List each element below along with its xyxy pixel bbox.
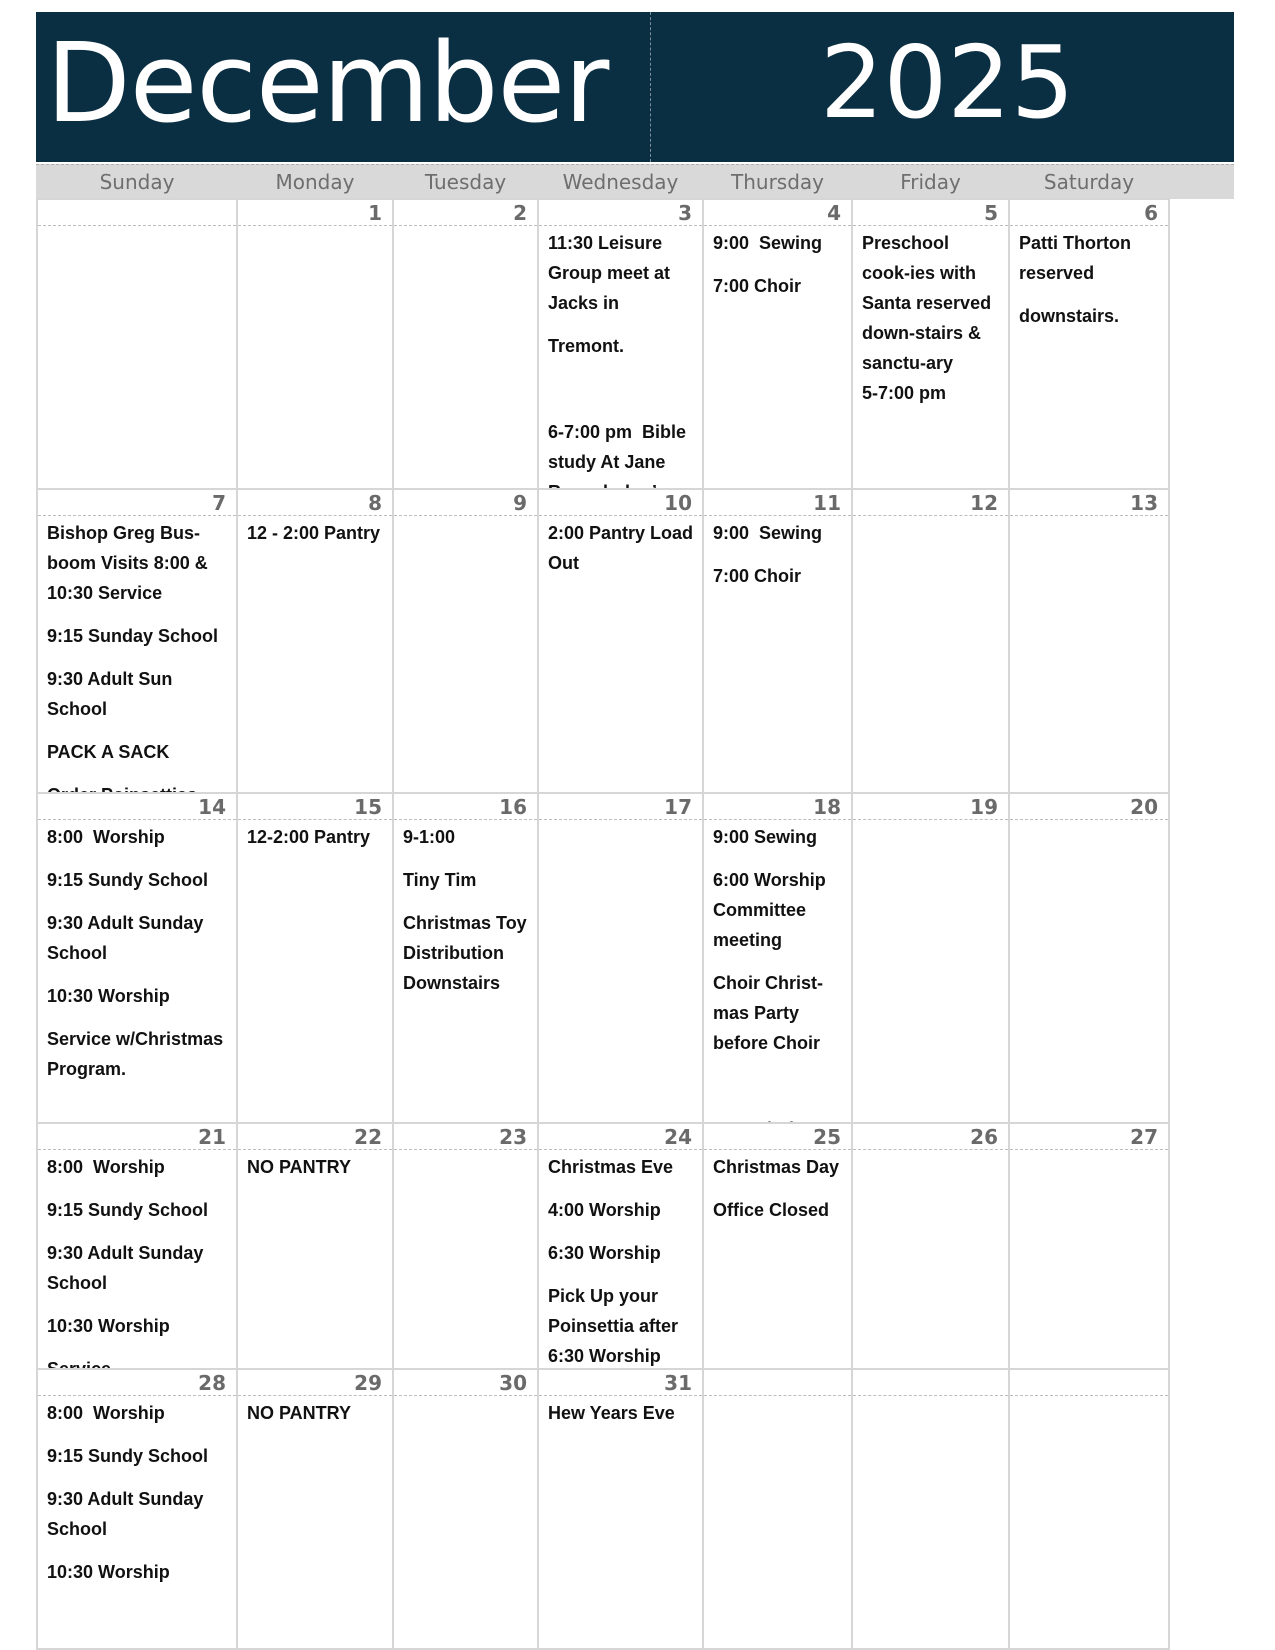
day-cell-9 bbox=[392, 488, 539, 794]
event-item: NO PANTRY bbox=[247, 1403, 352, 1423]
day-cell-3 bbox=[537, 198, 704, 490]
day-number: 30 bbox=[394, 1370, 537, 1396]
event-item: Tremont. bbox=[548, 336, 625, 356]
weekday-friday: Friday bbox=[900, 170, 961, 194]
event-item: Pick Up your Poinsettia after 6:30 Worship bbox=[548, 1286, 684, 1366]
weekday-header-row bbox=[36, 164, 1234, 199]
event-item: 8:00 Worship bbox=[47, 1157, 165, 1177]
day-number: 29 bbox=[238, 1370, 392, 1396]
day-cell-28 bbox=[36, 1368, 238, 1650]
year-title: 2025 bbox=[820, 24, 1075, 141]
event-item: 6:00 Worship Committee meeting bbox=[713, 870, 831, 950]
day-cell-2 bbox=[392, 198, 539, 490]
day-cell-30 bbox=[392, 1368, 539, 1650]
day-number: 22 bbox=[238, 1124, 392, 1150]
event-item: 10:30 Worship bbox=[47, 1316, 170, 1336]
event-item: Christmas Eve bbox=[548, 1157, 674, 1177]
event-item: 9:30 Adult Sunday School bbox=[47, 1489, 209, 1539]
day-cell-13 bbox=[1008, 488, 1170, 794]
event-item: 9:30 Adult Sun School bbox=[47, 669, 178, 719]
event-list bbox=[713, 228, 845, 314]
day-cell-24 bbox=[537, 1122, 704, 1370]
day-number bbox=[853, 1370, 1008, 1396]
day-number bbox=[38, 200, 236, 226]
event-list bbox=[247, 822, 386, 865]
day-cell-31 bbox=[537, 1368, 704, 1650]
day-cell-8 bbox=[236, 488, 394, 794]
day-number: 27 bbox=[1010, 1124, 1168, 1150]
day-number: 24 bbox=[539, 1124, 702, 1150]
event-item: 9-1:00 bbox=[403, 827, 456, 847]
event-item: 9:00 Sewing bbox=[713, 827, 818, 847]
day-cell-11 bbox=[702, 488, 853, 794]
day-number bbox=[704, 1370, 851, 1396]
event-item: Patti Thorton reserved bbox=[1019, 233, 1136, 283]
event-item: Choir Christ-mas Party before Choir bbox=[713, 973, 823, 1053]
day-cell-19 bbox=[851, 792, 1010, 1124]
event-list bbox=[47, 822, 230, 1097]
calendar-grid bbox=[36, 198, 1234, 1650]
day-cell-12 bbox=[851, 488, 1010, 794]
day-cell-6 bbox=[1008, 198, 1170, 490]
day-number: 12 bbox=[853, 490, 1008, 516]
event-list bbox=[47, 1152, 230, 1397]
event-item: 6-7:00 pm Bible study At Jane bbox=[548, 422, 687, 472]
event-item: 9:00 Sewing bbox=[713, 523, 823, 543]
event-item bbox=[713, 1071, 845, 1101]
day-number: 26 bbox=[853, 1124, 1008, 1150]
event-item: 9:30 Adult Sunday School bbox=[47, 1243, 209, 1293]
empty-day-cell bbox=[36, 198, 238, 490]
event-list bbox=[548, 228, 696, 520]
weekday-sunday: Sunday bbox=[99, 170, 175, 194]
day-number: 2 bbox=[394, 200, 537, 226]
event-list bbox=[247, 1398, 386, 1441]
event-item: 8:00 Worship bbox=[47, 827, 165, 847]
day-number bbox=[1010, 1370, 1168, 1396]
month-title: December bbox=[46, 19, 609, 147]
event-item: 9:15 Sundy School bbox=[47, 1200, 209, 1220]
event-item: downstairs. bbox=[1019, 306, 1120, 326]
weekday-tuesday: Tuesday bbox=[424, 170, 507, 194]
event-item bbox=[548, 374, 696, 404]
day-number: 21 bbox=[38, 1124, 236, 1150]
event-item: 8:00 Worship bbox=[47, 1403, 165, 1423]
day-number: 13 bbox=[1010, 490, 1168, 516]
day-number: 23 bbox=[394, 1124, 537, 1150]
event-item: 9:15 Sundy School bbox=[47, 870, 209, 890]
event-item: Office Closed bbox=[713, 1200, 830, 1220]
day-number: 6 bbox=[1010, 200, 1168, 226]
day-number: 28 bbox=[38, 1370, 236, 1396]
day-cell-4 bbox=[702, 198, 853, 490]
event-item: Tiny Tim bbox=[403, 870, 477, 890]
day-number: 3 bbox=[539, 200, 702, 226]
day-number: 16 bbox=[394, 794, 537, 820]
event-item: Preschool cook-ies with Santa reserved down-stairs & sanctu-ary 5-7:00 pm bbox=[862, 233, 997, 403]
day-cell-22 bbox=[236, 1122, 394, 1370]
weekday-saturday: Saturday bbox=[1043, 170, 1135, 194]
event-item: 4:00 Worship bbox=[548, 1200, 661, 1220]
day-number: 19 bbox=[853, 794, 1008, 820]
event-item: 9:00 Sewing bbox=[713, 233, 823, 253]
event-list bbox=[713, 822, 845, 1157]
event-item: 9:15 Sunday School bbox=[47, 626, 219, 646]
event-item: PACK A SACK bbox=[47, 742, 170, 762]
day-cell-26 bbox=[851, 1122, 1010, 1370]
event-item: Bishop Greg Bus-boom Visits 8:00 & 10:30 Service bbox=[47, 523, 213, 603]
day-cell-27 bbox=[1008, 1122, 1170, 1370]
event-item: 10:30 Worship bbox=[47, 1562, 170, 1582]
event-item: 10:30 Worship bbox=[47, 986, 170, 1006]
day-cell-29 bbox=[236, 1368, 394, 1650]
day-number: 25 bbox=[704, 1124, 851, 1150]
event-item: Christmas Toy Distribution Downstairs bbox=[403, 913, 532, 993]
day-number: 4 bbox=[704, 200, 851, 226]
empty-day-cell bbox=[851, 1368, 1010, 1650]
event-list bbox=[548, 1152, 696, 1384]
day-number: 10 bbox=[539, 490, 702, 516]
day-cell-14 bbox=[36, 792, 238, 1124]
empty-day-cell bbox=[1008, 1368, 1170, 1650]
day-number: 7 bbox=[38, 490, 236, 516]
event-list bbox=[713, 518, 845, 604]
event-list bbox=[862, 228, 1002, 421]
day-number: 20 bbox=[1010, 794, 1168, 820]
event-item: 12 - 2:00 Pantry bbox=[247, 523, 381, 543]
event-item: Service w/Christmas Program. bbox=[47, 1029, 229, 1079]
empty-day-cell bbox=[702, 1368, 853, 1650]
day-cell-1 bbox=[236, 198, 394, 490]
weekday-wednesday: Wednesday bbox=[562, 170, 679, 194]
day-cell-20 bbox=[1008, 792, 1170, 1124]
event-item: 11:30 Leisure Group meet at Jacks in bbox=[548, 233, 676, 313]
day-number: 8 bbox=[238, 490, 392, 516]
calendar-header bbox=[36, 12, 1234, 162]
day-cell-21 bbox=[36, 1122, 238, 1370]
event-item: 6:30 Worship bbox=[548, 1243, 661, 1263]
event-list bbox=[713, 1152, 845, 1238]
day-number: 18 bbox=[704, 794, 851, 820]
day-cell-15 bbox=[236, 792, 394, 1124]
day-number: 14 bbox=[38, 794, 236, 820]
event-list bbox=[403, 822, 531, 1011]
day-cell-25 bbox=[702, 1122, 853, 1370]
event-list bbox=[247, 1152, 386, 1195]
day-cell-7 bbox=[36, 488, 238, 794]
header-divider bbox=[650, 12, 651, 162]
day-cell-23 bbox=[392, 1122, 539, 1370]
event-item: 9:15 Sundy School bbox=[47, 1446, 209, 1466]
event-list bbox=[247, 518, 386, 561]
event-item: Christmas Day bbox=[713, 1157, 840, 1177]
event-list bbox=[47, 518, 230, 823]
day-number: 1 bbox=[238, 200, 392, 226]
event-list bbox=[47, 1398, 230, 1600]
day-number: 17 bbox=[539, 794, 702, 820]
day-cell-16 bbox=[392, 792, 539, 1124]
day-number: 11 bbox=[704, 490, 851, 516]
weekday-thursday: Thursday bbox=[731, 170, 824, 194]
weekday-monday: Monday bbox=[275, 170, 355, 194]
day-cell-18 bbox=[702, 792, 853, 1124]
event-item: 9:30 Adult Sunday School bbox=[47, 913, 209, 963]
day-number: 31 bbox=[539, 1370, 702, 1396]
event-item: 2:00 Pantry Load Out bbox=[548, 523, 699, 573]
event-list bbox=[1019, 228, 1162, 344]
day-cell-5 bbox=[851, 198, 1010, 490]
event-item: Hew Years Eve bbox=[548, 1403, 675, 1423]
event-list bbox=[548, 1398, 696, 1441]
day-cell-17 bbox=[537, 792, 704, 1124]
event-item: 7:00 Choir bbox=[713, 566, 802, 586]
event-item: NO PANTRY bbox=[247, 1157, 352, 1177]
day-number: 5 bbox=[853, 200, 1008, 226]
day-number: 9 bbox=[394, 490, 537, 516]
day-cell-10 bbox=[537, 488, 704, 794]
event-item: 12-2:00 Pantry bbox=[247, 827, 371, 847]
event-list bbox=[548, 518, 699, 591]
event-item: 7:00 Choir bbox=[713, 276, 802, 296]
day-number: 15 bbox=[238, 794, 392, 820]
